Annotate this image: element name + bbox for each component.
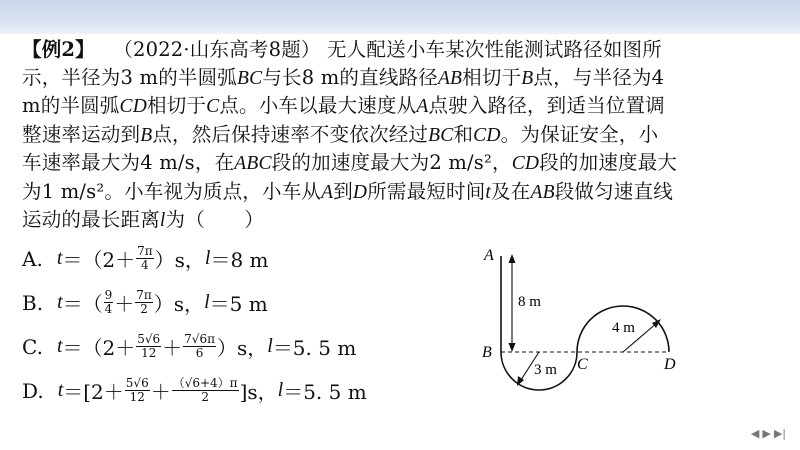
question-text: 所需最短时间: [367, 179, 486, 203]
option-text: ＝（: [62, 292, 103, 316]
option-text: ）s，: [216, 336, 268, 360]
label-b: B: [482, 344, 492, 361]
question-text: 段的加速度最大为2 m/s²，: [271, 151, 512, 174]
option-variable: t: [56, 335, 63, 357]
option-letter: D.: [22, 378, 44, 403]
option-a[interactable]: [22, 244, 269, 273]
option-text: ＝5 m: [209, 292, 268, 316]
option-variable: l: [277, 379, 284, 401]
question-variable: CD: [119, 96, 147, 117]
arrow-head-up: [509, 254, 516, 263]
question-text: 。为保证安全，小: [500, 122, 659, 146]
question-line-3: [22, 121, 782, 150]
question-line-1: [22, 64, 782, 93]
option-fraction: [136, 245, 154, 272]
question-variable: t: [485, 181, 492, 203]
slide-nav: [751, 427, 786, 440]
question-variable: l: [159, 210, 166, 231]
option-denominator: 12: [129, 390, 145, 404]
option-numerator: 7π: [137, 244, 153, 258]
label-a: A: [484, 247, 494, 264]
option-variable: t: [57, 379, 64, 401]
question-text: [22, 36, 782, 235]
option-text: ）s，: [153, 292, 205, 316]
question-line-5: [22, 178, 782, 207]
question-text: 点，然后保持速率不变依次经过: [152, 122, 429, 146]
question-variable: A: [321, 181, 334, 203]
question-text: 段做匀速直线: [554, 179, 673, 203]
option-numerator: 9: [104, 288, 113, 302]
question-text: 相切于: [462, 65, 522, 89]
option-numerator: （√6+4）π: [172, 376, 238, 390]
next-slide-button[interactable]: ▶: [762, 427, 771, 440]
option-fraction: [172, 377, 239, 404]
label-d: D: [664, 356, 676, 373]
question-text: m的半圆弧: [22, 94, 120, 117]
question-text: 与长8 m的直线路径: [262, 65, 438, 89]
question-line-6: [22, 206, 782, 235]
option-text: ＝[2＋: [63, 380, 124, 404]
question-variable: ABC: [234, 153, 272, 174]
option-numerator: 5√6: [137, 332, 161, 346]
question-line-4: [22, 149, 782, 178]
question-variable: BC: [428, 124, 454, 146]
option-text: ＝（2＋: [62, 336, 136, 360]
option-text: ]s，: [239, 380, 278, 404]
question-text: 和: [453, 122, 474, 146]
option-b[interactable]: [22, 288, 268, 317]
option-text: ＋: [114, 292, 135, 316]
question-variable: AB: [530, 181, 555, 203]
option-variable: t: [57, 291, 63, 313]
question-text: 点。小车以最大速度从: [219, 94, 417, 117]
option-numerator: 5√6: [125, 376, 149, 390]
question-text: 点驶入路径，到适当位置调: [428, 94, 665, 117]
question-variable: D: [352, 181, 368, 203]
question-variable: C: [206, 96, 220, 117]
question-text: 及在: [491, 179, 531, 203]
question-text: 相切于: [147, 94, 207, 117]
option-text: ＝5. 5 m: [283, 380, 367, 404]
question-text: 为1 m/s²。小车视为质点，小车从: [22, 179, 322, 203]
option-text: ＋: [150, 380, 171, 404]
track-diagram: [478, 240, 718, 400]
option-variable: l: [204, 247, 211, 269]
option-denominator: 4: [141, 258, 149, 272]
option-denominator: 12: [141, 346, 157, 360]
question-line-2: [22, 92, 782, 121]
header-band: [0, 0, 800, 34]
example-tag: 【例2】: [22, 38, 95, 61]
question-variable: B: [521, 67, 534, 89]
option-variable: l: [204, 291, 210, 313]
label-radius-3m: 3 m: [534, 362, 557, 378]
option-text: ）s，: [154, 248, 205, 272]
question-text: 无人配送小车某次性能测试路径如图所: [327, 38, 662, 61]
option-d[interactable]: [22, 376, 367, 405]
option-fraction: [183, 333, 216, 360]
option-denominator: 2: [201, 390, 209, 404]
question-text: 段的加速度最大: [539, 151, 678, 174]
question-line-0: [22, 36, 782, 64]
option-letter: C.: [22, 334, 43, 359]
option-fraction: [125, 377, 150, 404]
question-variable: CD: [473, 124, 501, 146]
option-text: ＝（2＋: [62, 248, 136, 272]
question-variable: B: [140, 124, 153, 146]
option-letter: A.: [22, 246, 43, 271]
question-source: （2022·山东高考8题）: [113, 38, 321, 61]
option-text: ＝8 m: [210, 248, 269, 272]
option-fraction: [135, 289, 153, 316]
question-variable: BC: [237, 67, 263, 89]
option-numerator: 7π: [136, 288, 152, 302]
question-variable: A: [416, 96, 429, 117]
label-radius-4m: 4 m: [612, 320, 635, 336]
question-variable: AB: [437, 67, 463, 89]
question-line-0-rest: [327, 38, 662, 61]
option-text: ＝5. 5 m: [272, 336, 357, 360]
option-denominator: 4: [104, 302, 113, 316]
arrow-head-down: [509, 343, 516, 352]
question-text: 点，与半径为4: [533, 65, 665, 89]
last-slide-button[interactable]: ▶|: [773, 427, 786, 440]
question-text: 运动的最长距离: [22, 208, 160, 231]
option-denominator: 6: [195, 346, 204, 360]
option-text: ＋: [162, 336, 183, 360]
prev-slide-button[interactable]: ◀: [750, 427, 760, 440]
question-text: 示，半径为3 m的半圆弧: [22, 65, 237, 89]
question-text: 到: [333, 179, 353, 203]
option-letter: B.: [22, 290, 44, 315]
option-fraction: [136, 333, 161, 360]
option-fraction: [104, 289, 114, 316]
question-text: 车速率最大为4 m/s，在: [22, 151, 235, 174]
option-numerator: 7√6π: [184, 332, 215, 346]
question-text: 为（ ）: [165, 208, 265, 231]
label-c: C: [577, 356, 588, 373]
question-variable: CD: [511, 153, 540, 174]
option-variable: t: [56, 247, 63, 269]
option-variable: l: [267, 335, 273, 357]
option-c[interactable]: [22, 332, 356, 361]
question-text: 整速率运动到: [22, 122, 141, 146]
label-length: 8 m: [518, 294, 541, 310]
option-denominator: 2: [140, 302, 148, 316]
